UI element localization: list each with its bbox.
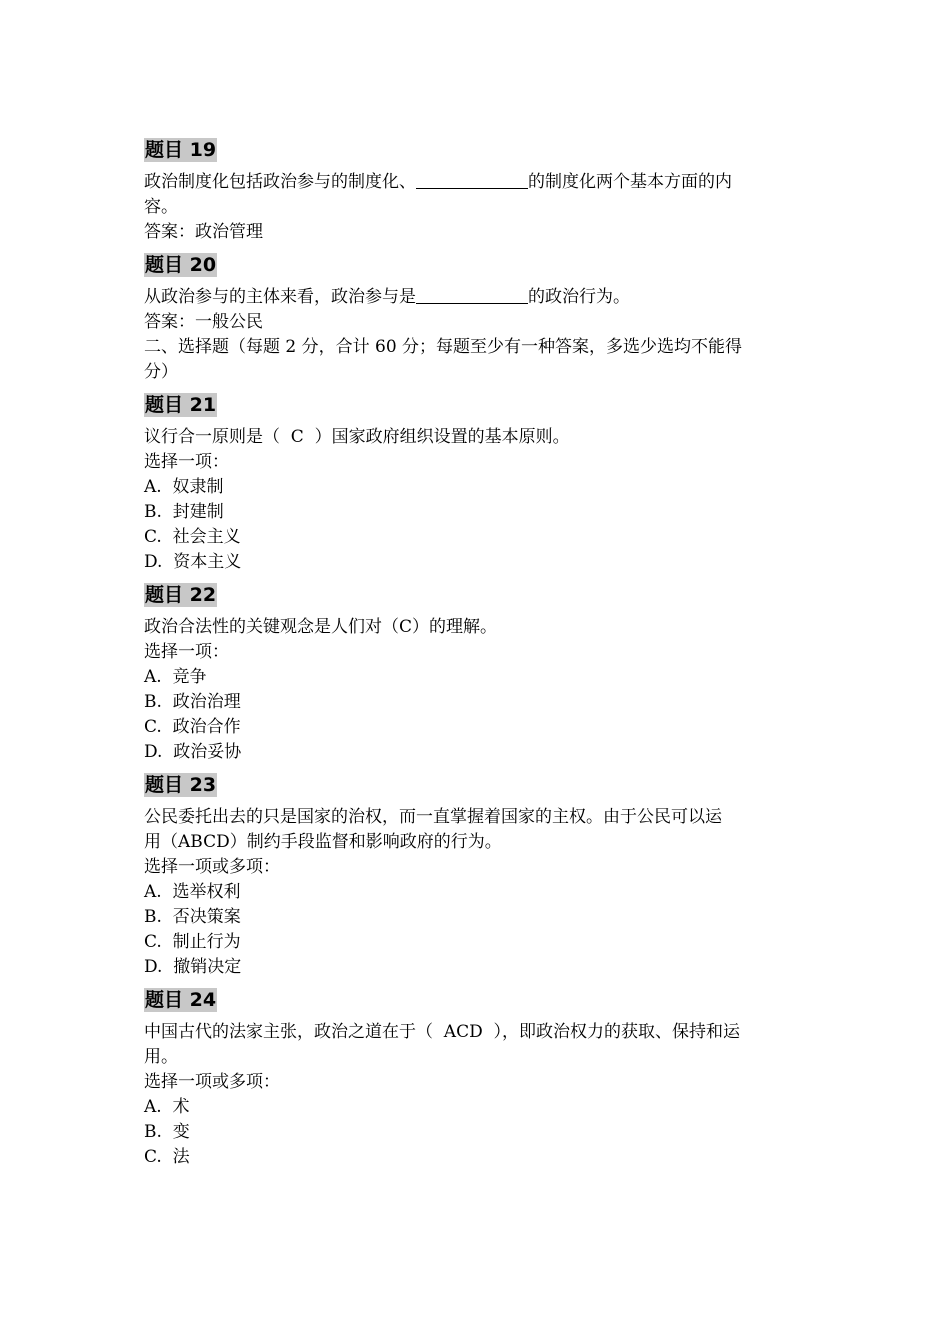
option-item: A. 术 bbox=[144, 1097, 190, 1117]
option-item: C. 社会主义 bbox=[144, 527, 241, 547]
answer-text: 答案：一般公民 bbox=[144, 312, 263, 332]
question-title: 题目 20 bbox=[145, 254, 217, 276]
question-text-cont: 容。 bbox=[144, 197, 178, 217]
option-item: B. 变 bbox=[144, 1122, 190, 1142]
option-item: B. 否决策案 bbox=[144, 907, 241, 927]
choice-prompt: 选择一项： bbox=[144, 452, 229, 472]
question-text-cont: 用（ABCD）制约手段监督和影响政府的行为。 bbox=[144, 832, 502, 852]
question-title: 题目 23 bbox=[145, 774, 217, 796]
question-text: 政治合法性的关键观念是人们对（C）的理解。 bbox=[144, 617, 498, 637]
question-20 bbox=[144, 253, 810, 385]
choice-prompt: 选择一项或多项： bbox=[144, 1072, 280, 1092]
question-text: 议行合一原则是（ C ）国家政府组织设置的基本原则。 bbox=[144, 427, 570, 447]
option-item: A. 选举权利 bbox=[144, 882, 241, 902]
option-item: C. 制止行为 bbox=[144, 932, 241, 952]
question-title: 题目 22 bbox=[145, 584, 217, 606]
fill-blank bbox=[416, 170, 528, 189]
option-item: A. 奴隶制 bbox=[144, 477, 224, 497]
question-21 bbox=[144, 393, 810, 575]
question-19 bbox=[144, 138, 810, 245]
question-22 bbox=[144, 583, 810, 765]
question-24 bbox=[144, 988, 810, 1170]
option-item: A. 竞争 bbox=[144, 667, 207, 687]
question-23 bbox=[144, 773, 810, 980]
question-text-cont: 用。 bbox=[144, 1047, 178, 1067]
question-title: 题目 21 bbox=[145, 394, 217, 416]
choice-prompt: 选择一项： bbox=[144, 642, 229, 662]
fill-blank bbox=[416, 285, 528, 304]
question-text: 公民委托出去的只是国家的治权，而一直掌握着国家的主权。由于公民可以运 bbox=[144, 807, 722, 827]
document-page bbox=[144, 138, 810, 1170]
answer-text: 答案：政治管理 bbox=[144, 222, 263, 242]
option-item: D. 撤销决定 bbox=[144, 957, 242, 977]
section-heading: 二、选择题（每题 2 分，合计 60 分；每题至少有一种答案，多选少选均不能得 bbox=[144, 337, 743, 357]
option-item: D. 政治妥协 bbox=[144, 742, 242, 762]
choice-prompt: 选择一项或多项： bbox=[144, 857, 280, 877]
question-text: 政治制度化包括政治参与的制度化、 的制度化两个基本方面的内 bbox=[144, 172, 732, 192]
option-item: B. 政治治理 bbox=[144, 692, 241, 712]
question-title: 题目 24 bbox=[145, 989, 217, 1011]
question-text: 中国古代的法家主张，政治之道在于（ ACD ），即政治权力的获取、保持和运 bbox=[144, 1022, 741, 1042]
option-item: C. 法 bbox=[144, 1147, 190, 1167]
section-heading-cont: 分） bbox=[144, 362, 178, 382]
option-item: C. 政治合作 bbox=[144, 717, 241, 737]
question-text: 从政治参与的主体来看，政治参与是 的政治行为。 bbox=[144, 287, 630, 307]
option-item: D. 资本主义 bbox=[144, 552, 242, 572]
option-item: B. 封建制 bbox=[144, 502, 224, 522]
question-title: 题目 19 bbox=[145, 139, 217, 161]
